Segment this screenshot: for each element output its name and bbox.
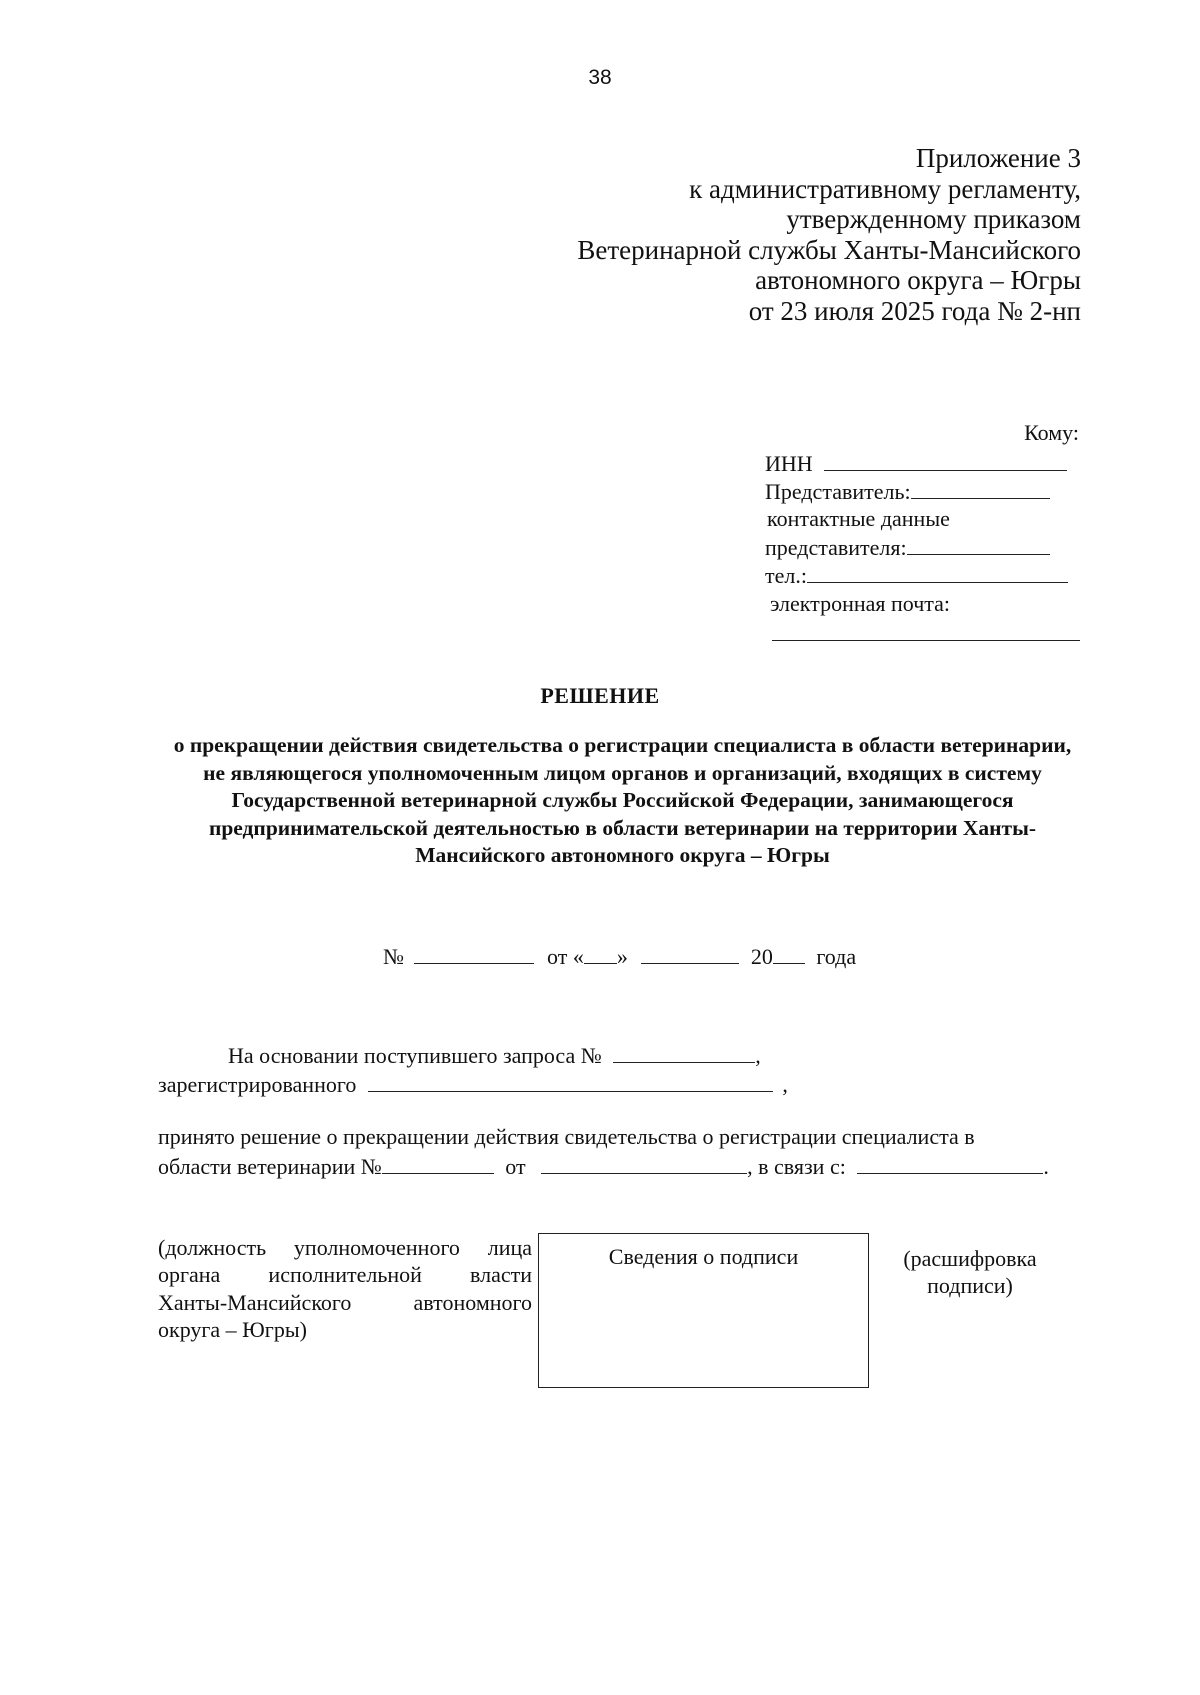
reason-field[interactable] [857,1153,1043,1174]
decision-line-1: принято решение о прекращении действия свидетельства о регистрации специалиста в [158,1124,975,1149]
email-label: электронная почта: [770,591,951,616]
inn-label: ИНН [765,451,813,476]
representative-field[interactable] [911,478,1050,499]
registered-line [158,1071,788,1098]
position-line: округа – Югры) [158,1317,307,1343]
phone-field[interactable] [807,562,1068,583]
certificate-number-field[interactable] [382,1153,494,1174]
decision-number-field[interactable] [414,943,534,964]
position-line: (должность уполномоченного лица [158,1235,532,1260]
registered-field[interactable] [368,1071,773,1092]
year-field[interactable] [773,943,805,964]
number-sign: № [383,944,404,969]
decision-line2-b: от [505,1154,526,1179]
registered-text: зарегистрированного [158,1072,357,1097]
from-label: от « [547,944,584,969]
year-suffix: года [816,944,857,969]
decoding-line: подписи) [927,1273,1013,1299]
request-text: На основании поступившего запроса № [228,1043,602,1068]
appendix-line: Ветеринарной службы Ханты-Мансийского [577,234,1081,265]
decision-line2-c: , в связи с: [747,1154,846,1179]
comma: , [755,1043,761,1068]
period: . [1043,1154,1049,1179]
to-label: Кому: [1024,420,1079,445]
decision-title: РЕШЕНИЕ [540,683,660,708]
decision-line-2 [158,1153,1049,1180]
certificate-date-field[interactable] [541,1153,747,1174]
contact-row [765,534,1050,561]
decision-line2-a: области ветеринарии № [158,1154,382,1179]
decoding-line: (расшифровка [903,1246,1037,1271]
year-prefix: 20 [750,944,773,969]
page-number: 38 [588,66,612,89]
signature-info-box [538,1233,869,1388]
representative-row [765,478,1050,505]
appendix-line: к административному регламенту, [689,173,1081,204]
inn-row [765,450,1067,477]
signature-decoding [880,1245,1060,1300]
appendix-line: от 23 июля 2025 года № 2-нп [748,295,1081,326]
decision-subtitle: о прекращении действия свидетельства о регистрации специалиста в области ветеринарии, не являющегося уполномоченным лицом органов и организаций, входящих в систему Государственной ветеринарной службы Российской Федерации, занимающегося предпринимательской деятельностью в области ветеринарии на территории Ханты-Мансийского автономного округа – Югры [173,733,1072,868]
position-line: органа исполнительной власти [158,1262,532,1288]
phone-row [765,562,1068,589]
request-line [228,1042,761,1069]
official-position [158,1234,532,1344]
day-field[interactable] [584,943,617,964]
comma: , [782,1072,788,1097]
inn-field[interactable] [824,450,1067,471]
month-field[interactable] [641,943,739,964]
representative-label: Представитель: [765,479,911,504]
appendix-line: утвержденному приказом [786,204,1081,234]
contact-label-1: контактные данные [767,506,950,531]
email-field[interactable] [772,620,1080,641]
contact-field[interactable] [907,534,1050,555]
phone-label: тел.: [765,563,807,588]
appendix-header [461,143,1081,326]
quote-close: » [616,944,628,969]
appendix-line: автономного округа – Югры [755,265,1081,295]
signature-info-label: Сведения о подписи [608,1244,799,1269]
number-date-line [383,943,856,970]
position-line: Ханты-Мансийского автономного [158,1289,532,1315]
appendix-line: Приложение 3 [915,143,1081,173]
request-number-field[interactable] [613,1042,755,1063]
contact-label-2: представителя: [765,535,907,560]
